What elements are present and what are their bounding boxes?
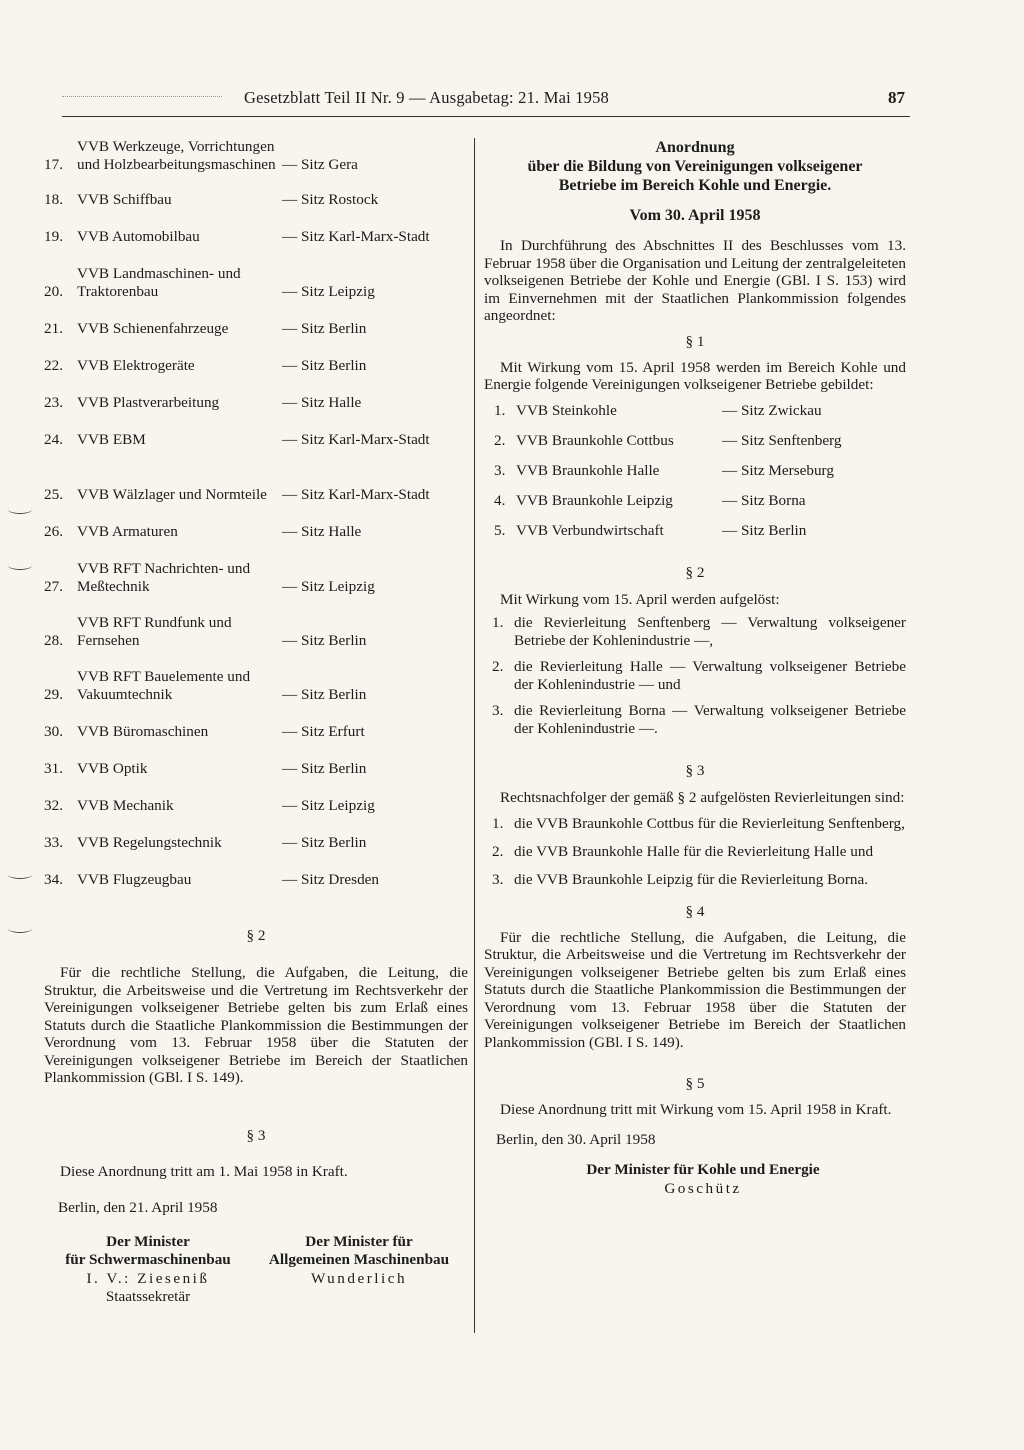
item-text: die Revierleitung Senftenberg — Verwaltung volkseigener Betriebe der Kohlenindustrie —, xyxy=(514,614,906,649)
place-date: Berlin, den 30. April 1958 xyxy=(496,1130,656,1148)
item-text: die VVB Braunkohle Cottbus für die Revierleitung Senftenberg, xyxy=(514,814,905,832)
item-name: VVB Braunkohle Cottbus xyxy=(516,431,674,449)
item-location: — Sitz Gera xyxy=(282,156,358,173)
item-number: 26. xyxy=(44,523,63,540)
item-location: — Sitz Leipzig xyxy=(282,283,375,300)
section-paragraph: Diese Anordnung tritt mit Wirkung vom 15. April 1958 in Kraft. xyxy=(500,1101,892,1118)
list-item xyxy=(44,265,468,301)
item-location: — Sitz Berlin xyxy=(282,632,367,649)
successor-list xyxy=(484,815,906,889)
section-heading: § 4 xyxy=(685,902,705,920)
list-item xyxy=(492,843,906,861)
margin-check-mark xyxy=(8,561,32,570)
item-name: VVB Regelungstechnik xyxy=(77,834,222,851)
item-location: — Sitz Halle xyxy=(282,394,362,411)
list-item xyxy=(44,523,468,541)
item-location: — Sitz Merseburg xyxy=(722,461,834,479)
document-title: über die Bildung von Vereinigungen volkseigener xyxy=(527,158,863,175)
item-number: 29. xyxy=(44,686,63,703)
item-number: 32. xyxy=(44,797,63,814)
item-location: — Sitz Karl-Marx-Stadt xyxy=(282,431,430,448)
list-item xyxy=(44,668,468,704)
list-item xyxy=(44,468,468,504)
item-number: 23. xyxy=(44,394,63,411)
item-location: — Sitz Rostock xyxy=(282,191,379,208)
item-name: VVB Plastverarbeitung xyxy=(77,394,220,411)
item-name: VVB Schiffbau xyxy=(77,191,172,208)
item-name: VVB Braunkohle Halle xyxy=(516,461,660,479)
page-number: 87 xyxy=(888,88,905,107)
item-location: — Sitz Leipzig xyxy=(282,797,375,814)
section-paragraph: Rechtsnachfolger der gemäß § 2 aufgelösten Revierleitungen sind: xyxy=(500,789,905,806)
section-heading: § 2 xyxy=(685,563,705,581)
header-dotted-line xyxy=(62,96,222,97)
item-name: VVB Optik xyxy=(77,760,148,777)
item-name: VVB Wälzlager und Normteile xyxy=(77,486,267,503)
list-item xyxy=(44,431,468,449)
item-number: 34. xyxy=(44,871,63,888)
item-number: 1. xyxy=(492,814,504,832)
item-number: 20. xyxy=(44,283,63,300)
right-column xyxy=(484,138,906,1199)
item-location: — Sitz Berlin xyxy=(282,760,367,777)
item-name: VVB Braunkohle Leipzig xyxy=(516,491,673,509)
document-date: Vom 30. April 1958 xyxy=(629,207,761,224)
document-title: Betriebe im Bereich Kohle und Energie. xyxy=(558,177,832,194)
item-number: 2. xyxy=(494,431,506,449)
item-number: 22. xyxy=(44,357,63,374)
item-name: VVB Werkzeuge, Vorrichtungen und Holzbearbeitungsmaschinen xyxy=(77,138,276,173)
list-item xyxy=(44,614,468,650)
item-location: — Sitz Karl-Marx-Stadt xyxy=(282,486,430,503)
item-number: 30. xyxy=(44,723,63,740)
item-number: 2. xyxy=(492,658,504,675)
signature-title: für Schwermaschinenbau xyxy=(65,1251,231,1268)
section-paragraph: Für die rechtliche Stellung, die Aufgaben, die Leitung, die Struktur, die Arbeitsweise und die Vertretung im Rechtsverkehr der Vereinigungen volkseigener Betriebe gelten bis zum Erlaß eines Statuts durch die Staatliche Plankommission die Bestimmungen der Verordnung vom 13. Februar 1958 über die Statuten der Vereinigungen volkseigener Betriebe im Bereich der Staatlichen Plankommission (GBl. I S. 149). xyxy=(484,928,906,1051)
list-item xyxy=(492,658,906,694)
item-number: 24. xyxy=(44,431,63,448)
item-number: 19. xyxy=(44,228,63,245)
signature-block xyxy=(44,1233,468,1305)
margin-check-mark xyxy=(8,924,32,933)
item-number: 1. xyxy=(492,614,504,631)
signatory-name: Wunderlich xyxy=(310,1270,408,1287)
signature-title: Allgemeinen Maschinenbau xyxy=(268,1251,450,1268)
list-item xyxy=(44,834,468,852)
item-name: VVB Schienenfahrzeuge xyxy=(77,320,229,337)
left-column xyxy=(44,138,468,1305)
item-name: VVB Verbundwirtschaft xyxy=(516,521,664,539)
item-text: die Revierleitung Borna — Verwaltung volkseigener Betriebe der Kohlenindustrie —. xyxy=(514,702,906,737)
item-number: 28. xyxy=(44,632,63,649)
item-number: 4. xyxy=(494,491,506,509)
dissolution-list xyxy=(484,614,906,738)
item-name: VVB RFT Rundfunk und Fernsehen xyxy=(77,614,232,649)
item-name: VVB Armaturen xyxy=(77,523,178,540)
item-location: — Sitz Berlin xyxy=(282,834,367,851)
signature-right xyxy=(252,1233,466,1305)
list-item xyxy=(492,815,906,833)
list-item xyxy=(44,560,468,596)
item-location: — Sitz Berlin xyxy=(282,357,367,374)
list-item xyxy=(494,522,906,540)
list-item xyxy=(44,797,468,815)
header-rule xyxy=(62,116,910,117)
item-location: — Sitz Dresden xyxy=(282,871,380,888)
signature-title: Der Minister xyxy=(106,1233,190,1250)
page-header xyxy=(0,88,1024,122)
item-number: 3. xyxy=(494,461,506,479)
list-item xyxy=(492,614,906,650)
item-text: die VVB Braunkohle Halle für die Revierleitung Halle und xyxy=(514,842,874,860)
item-location: — Sitz Berlin xyxy=(282,320,367,337)
header-text: Gesetzblatt Teil II Nr. 9 — Ausgabetag: 21. Mai 1958 xyxy=(244,88,609,107)
document-title: Anordnung xyxy=(655,139,735,156)
item-number: 21. xyxy=(44,320,63,337)
section-heading: § 5 xyxy=(685,1075,705,1092)
item-name: VVB Mechanik xyxy=(77,797,174,814)
item-number: 33. xyxy=(44,834,63,851)
item-name: VVB Elektrogeräte xyxy=(77,357,195,374)
list-item xyxy=(44,394,468,412)
section-paragraph: Mit Wirkung vom 15. April werden aufgelöst: xyxy=(500,590,780,608)
list-item xyxy=(44,228,468,246)
item-number: 17. xyxy=(44,156,63,173)
signatory-name: I. V.: Zieseniß xyxy=(86,1270,210,1287)
item-number: 31. xyxy=(44,760,63,777)
item-location: — Sitz Leipzig xyxy=(282,578,375,595)
vvb-list xyxy=(44,138,468,889)
item-location: — Sitz Senftenberg xyxy=(722,431,842,449)
section-heading: § 2 xyxy=(246,927,266,944)
item-text: die Revierleitung Halle — Verwaltung volkseigener Betriebe der Kohlenindustrie — und xyxy=(514,658,906,693)
signature-title: Der Minister für xyxy=(305,1233,413,1250)
signature-title: Der Minister für Kohle und Energie xyxy=(586,1160,820,1178)
item-number: 27. xyxy=(44,578,63,595)
list-item xyxy=(492,702,906,738)
list-item xyxy=(494,492,906,510)
item-name: VVB EBM xyxy=(77,431,146,448)
item-location: — Sitz Karl-Marx-Stadt xyxy=(282,228,430,245)
item-number: 3. xyxy=(492,702,504,719)
item-name: VVB Büromaschinen xyxy=(77,723,209,740)
place-date: Berlin, den 21. April 1958 xyxy=(58,1199,218,1216)
section-heading: § 3 xyxy=(246,1126,266,1144)
item-name: VVB RFT Bauelemente und Vakuumtechnik xyxy=(77,668,251,703)
item-number: 18. xyxy=(44,191,63,208)
item-number: 2. xyxy=(492,842,504,860)
list-item xyxy=(44,320,468,338)
item-name: VVB RFT Nachrichten- und Meßtechnik xyxy=(77,560,251,595)
list-item xyxy=(494,402,906,420)
section-paragraph: Diese Anordnung tritt am 1. Mai 1958 in Kraft. xyxy=(60,1162,348,1180)
margin-check-mark xyxy=(8,505,32,514)
item-number: 25. xyxy=(44,486,63,503)
list-item xyxy=(494,432,906,450)
list-item xyxy=(494,462,906,480)
item-text: die VVB Braunkohle Leipzig für die Revierleitung Borna. xyxy=(514,870,869,888)
margin-check-mark xyxy=(8,870,32,879)
intro-paragraph: In Durchführung des Abschnittes II des Beschlusses vom 13. Februar 1958 über die Organisation und Leitung der zentralgeleiteten volkseigenen Betriebe der Kohle und Energie (GBl. I S. 153) wird im Einvernehmen mit der Staatlichen Plankommission folgendes angeordnet: xyxy=(484,237,906,324)
section-paragraph: Für die rechtliche Stellung, die Aufgaben, die Leitung, die Struktur, die Arbeitsweise und die Vertretung im Rechtsverkehr der Vereinigungen volkseigener Betriebe gelten bis zum Erlaß eines Statuts durch die Staatliche Plankommission die Bestimmungen der Verordnung vom 13. Februar 1958 über die Statuten der Vereinigungen volkseigener Betriebe im Bereich der Staatlichen Plankommission (GBl. I S. 149). xyxy=(44,964,468,1086)
item-location: — Sitz Berlin xyxy=(282,686,367,703)
section-heading: § 3 xyxy=(685,762,705,779)
list-item xyxy=(44,723,468,741)
item-number: 1. xyxy=(494,401,506,419)
signature-left xyxy=(44,1233,252,1305)
list-item xyxy=(44,138,468,174)
section-paragraph: Mit Wirkung vom 15. April 1958 werden im Bereich Kohle und Energie folgende Vereinigungen volkseigener Betriebe gebildet: xyxy=(484,358,906,393)
section-heading: § 1 xyxy=(685,332,705,350)
signatory-role: Staatssekretär xyxy=(105,1288,191,1305)
list-item xyxy=(44,760,468,778)
item-number: 3. xyxy=(492,870,504,888)
list-item xyxy=(44,871,468,889)
vvb-formation-list xyxy=(484,402,906,540)
item-location: — Sitz Borna xyxy=(722,491,806,509)
item-location: — Sitz Erfurt xyxy=(282,723,365,740)
item-location: — Sitz Berlin xyxy=(722,521,807,539)
item-name: VVB Landmaschinen- und Traktorenbau xyxy=(77,265,241,300)
item-number: 5. xyxy=(494,521,506,539)
list-item xyxy=(44,191,468,209)
list-item xyxy=(44,357,468,375)
list-item xyxy=(492,871,906,889)
item-location: — Sitz Halle xyxy=(282,523,362,540)
item-name: VVB Automobilbau xyxy=(77,228,200,245)
signatory-name: Goschütz xyxy=(664,1179,742,1197)
item-name: VVB Steinkohle xyxy=(516,401,617,419)
item-location: — Sitz Zwickau xyxy=(722,401,822,419)
column-divider xyxy=(474,138,475,1333)
item-name: VVB Flugzeugbau xyxy=(77,871,192,888)
